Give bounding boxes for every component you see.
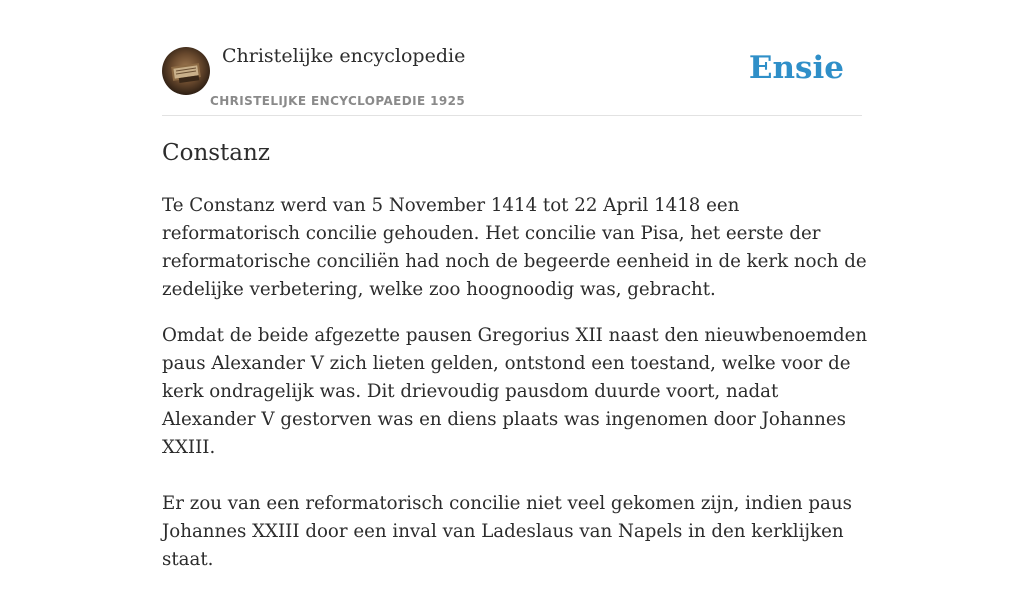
paragraph: Er zou van een reformatorisch concilie niet veel gekomen zijn, indien paus Johannes XXIII door een inval van Ladeslaus van Napels in den kerklijken staat. bbox=[162, 493, 852, 570]
source-title[interactable]: Christelijke encyclopedie bbox=[222, 45, 466, 67]
paragraph: Omdat de beide afgezette pausen Gregorius XII naast den nieuwbenoemden paus Alexander V zich lieten gelden, ontstond een toestand, welke voor de kerk ondragelijk was. Dit drievoudig pausdom duurde voort, nadat Alexander V gestorven was en diens plaats was ingenomen door Johannes XXIII. bbox=[162, 325, 868, 458]
book-photo-icon bbox=[162, 47, 210, 95]
article-title: Constanz bbox=[162, 140, 270, 166]
encyclopedia-avatar[interactable] bbox=[162, 47, 210, 95]
article-body bbox=[162, 192, 872, 592]
paragraph: Te Constanz werd van 5 November 1414 tot 22 April 1418 een reformatorisch concilie gehouden. Het concilie van Pisa, het eerste der reformatorische conciliën had noch de begeerde eenheid in de kerk noch de zedelijke verbetering, welke zoo hoognoodig was, gebracht. bbox=[162, 195, 867, 300]
source-subtitle: CHRISTELIJKE ENCYCLOPAEDIE 1925 bbox=[210, 94, 466, 108]
header bbox=[162, 0, 862, 116]
brand-logo[interactable]: Ensie bbox=[748, 50, 844, 86]
